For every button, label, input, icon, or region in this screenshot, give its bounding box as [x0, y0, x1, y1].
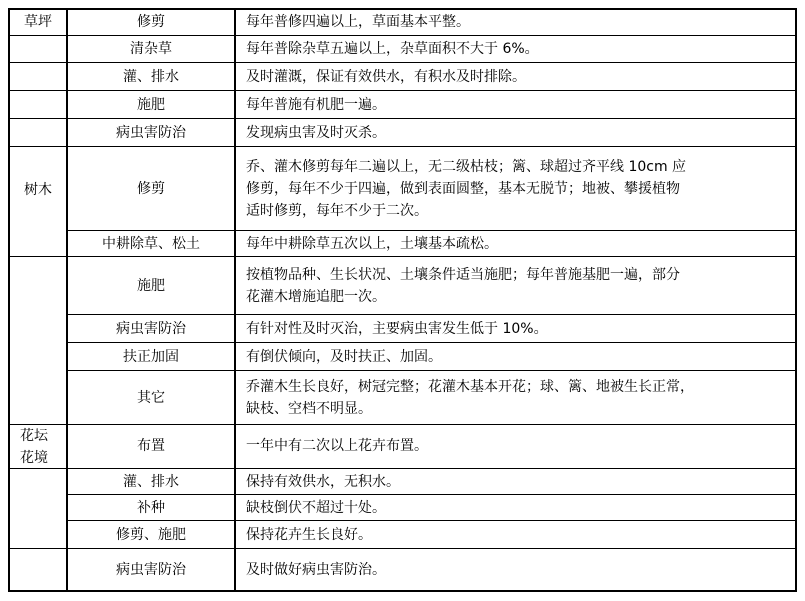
requirement-line: 乔灌木生长良好，树冠完整；花灌木基本开花；球、篱、地被生长正常，: [246, 379, 694, 395]
row-divider: [8, 548, 797, 549]
category-label-line: 花坛: [20, 428, 48, 444]
item-label: 其它: [137, 390, 165, 406]
requirement-cell: [236, 120, 796, 146]
requirement-text: 每年普修四遍以上，草面基本平整。: [246, 14, 470, 30]
row-divider: [66, 314, 797, 315]
item-label: 施肥: [137, 97, 165, 113]
requirement-cell: [236, 10, 796, 34]
category-label-line: 花境: [20, 450, 48, 466]
item-label: 补种: [137, 500, 165, 516]
row-divider: [8, 146, 797, 147]
table-border-left: [8, 8, 10, 592]
requirement-text: 及时灌溉，保证有效供水，有积水及时排除。: [246, 69, 526, 85]
item-label: 清杂草: [130, 41, 172, 57]
item-cell: [68, 496, 234, 520]
requirement-line: 适时修剪，每年不少于二次。: [246, 203, 428, 219]
item-label: 修剪: [137, 14, 165, 30]
requirement-text: 每年中耕除草五次以上，土壤基本疏松。: [246, 236, 498, 252]
item-label: 扶正加固: [123, 349, 179, 365]
row-divider: [66, 230, 797, 231]
row-divider: [66, 35, 797, 36]
category-label: 树木: [24, 182, 52, 198]
item-cell: [68, 470, 234, 494]
item-cell: [68, 92, 234, 118]
item-label: 施肥: [137, 278, 165, 294]
item-cell: [68, 344, 234, 370]
item-cell: [68, 232, 234, 256]
category-cell: [20, 425, 70, 469]
item-label: 病虫害防治: [116, 321, 186, 337]
item-cell: [68, 37, 234, 61]
requirement-text: 保持有效供水，无积水。: [246, 474, 400, 490]
requirement-cell: [236, 522, 796, 548]
row-divider: [8, 118, 66, 119]
row-divider: [8, 90, 66, 91]
row-divider: [8, 256, 797, 257]
row-divider: [66, 520, 797, 521]
table-border-right: [795, 8, 797, 592]
requirement-cell: [236, 37, 796, 61]
requirement-text: 每年普施有机肥一遍。: [246, 97, 386, 113]
requirement-cell: [236, 426, 796, 466]
item-label: 病虫害防治: [116, 125, 186, 141]
requirement-text: 保持花卉生长良好。: [246, 527, 372, 543]
requirement-cell: [236, 64, 796, 90]
column-divider: [234, 8, 236, 592]
requirement-cell: [236, 496, 796, 520]
row-divider: [66, 62, 797, 63]
requirement-text: 及时做好病虫害防治。: [246, 562, 386, 578]
requirement-text: 有针对性及时灭治，主要病虫害发生低于 10%。: [246, 321, 548, 337]
requirement-cell: [236, 470, 796, 494]
requirement-cell: [236, 232, 796, 256]
requirement-text: 有倒伏倾向，及时扶正、加固。: [246, 349, 442, 365]
item-label: 布置: [137, 438, 165, 454]
item-cell: [68, 148, 234, 230]
category-cell: [10, 148, 66, 232]
row-divider: [8, 424, 797, 425]
item-cell: [68, 120, 234, 146]
row-divider: [8, 62, 66, 63]
requirement-line: 花灌木增施追肥一次。: [246, 289, 386, 305]
requirement-cell: [236, 344, 796, 370]
column-divider: [66, 8, 68, 592]
category-cell: [10, 10, 66, 34]
item-label: 中耕除草、松土: [102, 236, 200, 252]
item-cell: [68, 316, 234, 342]
requirement-text: 一年中有二次以上花卉布置。: [246, 438, 428, 454]
row-divider: [66, 370, 797, 371]
requirement-cell: [236, 148, 796, 230]
requirement-line: 缺枝、空档不明显。: [246, 401, 372, 417]
requirement-text: 发现病虫害及时灭杀。: [246, 125, 386, 141]
requirement-text: 缺枝倒伏不超过十处。: [246, 500, 386, 516]
row-divider: [66, 342, 797, 343]
item-cell: [68, 522, 234, 548]
item-label: 病虫害防治: [116, 562, 186, 578]
requirement-line: 修剪，每年不少于四遍，做到表面圆整，基本无脱节；地被、攀援植物: [246, 181, 680, 197]
row-divider: [66, 90, 797, 91]
requirement-cell: [236, 92, 796, 118]
row-divider: [8, 35, 66, 36]
table-border-top: [8, 8, 797, 10]
item-cell: [68, 10, 234, 34]
item-cell: [68, 258, 234, 314]
item-label: 灌、排水: [123, 69, 179, 85]
requirement-cell: [236, 258, 796, 314]
category-label: 草坪: [24, 14, 52, 30]
requirement-text: 每年普除杂草五遍以上，杂草面积不大于 6%。: [246, 41, 539, 57]
requirement-line: 按植物品种、生长状况、土壤条件适当施肥；每年普施基肥一遍，部分: [246, 267, 680, 283]
item-cell: [68, 550, 234, 590]
table-border-bottom: [8, 590, 797, 592]
item-label: 修剪: [137, 181, 165, 197]
requirement-line: 乔、灌木修剪每年二遍以上，无二级枯枝；篱、球超过齐平线 10cm 应: [246, 159, 687, 175]
row-divider: [66, 494, 797, 495]
item-label: 灌、排水: [123, 474, 179, 490]
requirement-cell: [236, 550, 796, 590]
item-cell: [68, 64, 234, 90]
row-divider: [66, 118, 797, 119]
item-label: 修剪、施肥: [116, 527, 186, 543]
item-cell: [68, 372, 234, 424]
item-cell: [68, 426, 234, 466]
requirement-cell: [236, 316, 796, 342]
row-divider: [8, 468, 797, 469]
requirement-cell: [236, 372, 796, 424]
